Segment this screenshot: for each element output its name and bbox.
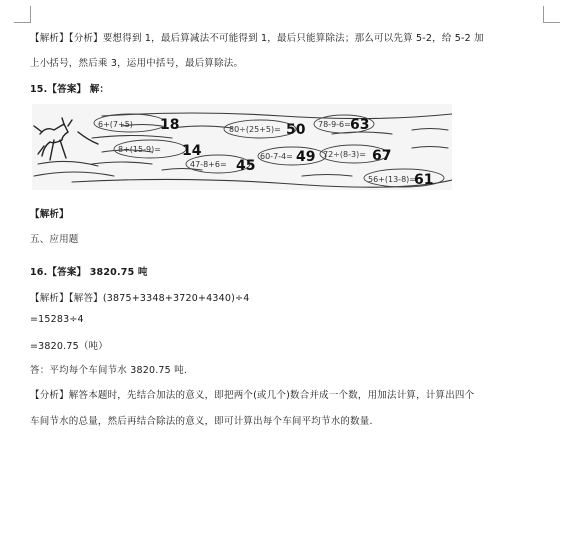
solution-line: =15283÷4 [30, 314, 84, 325]
stone-answer: 61 [414, 172, 434, 188]
stone-answer: 50 [286, 122, 306, 138]
river-stones-illustration [32, 104, 452, 190]
answer-15-figure [32, 104, 452, 190]
stone-expression: 60-7-4= [260, 152, 293, 161]
stone-answer: 14 [182, 143, 202, 159]
stone-expression: 78-9-6= [318, 120, 351, 129]
stone-answer: 63 [350, 117, 370, 133]
stone-expression: 56+(13-8)= [368, 175, 416, 184]
stone-answer: 67 [372, 148, 392, 164]
analysis-heading: 【解析】 [30, 209, 69, 220]
analysis-line: 【分析】解答本题时，先结合加法的意义，即把两个(或几个)数合并成一个数，用加法计算，计算出四个 [30, 390, 475, 401]
solution-line: =3820.75（吨） [30, 341, 108, 352]
page-corner-mark-top-left [14, 6, 31, 23]
stone-expression: 72÷(8-3)= [323, 150, 366, 159]
stone-expression: 47-8+6= [190, 160, 227, 169]
answer-15-heading: 15.【答案】 解： [30, 84, 110, 95]
analysis-line-2: 上小括号，然后乘 3，运用中括号，最后算除法。 [30, 58, 244, 69]
stone-answer: 49 [296, 149, 316, 165]
analysis-line-1: 【解析】【分析】要想得到 1，最后算减法不可能得到 1，最后只能算除法；那么可以先算 5-2，给 5-2 加 [30, 33, 484, 44]
solution-line: 【解析】【解答】(3875+3348+3720+4340)÷4 [30, 293, 250, 304]
section-title: 五、应用题 [30, 234, 79, 245]
stone-answer: 45 [236, 158, 256, 174]
page-corner-mark-top-right [543, 6, 560, 23]
stone-expression: 80÷(25+5)= [229, 125, 281, 134]
stone-answer: 18 [160, 117, 180, 133]
answer-16-heading: 16.【答案】 3820.75 吨 [30, 267, 148, 278]
answer-sentence: 答：平均每个车间节水 3820.75 吨. [30, 365, 188, 376]
analysis-line: 车间节水的总量，然后再结合除法的意义，即可计算出每个车间平均节水的数量. [30, 416, 373, 427]
stone-expression: 8+(15-9)= [118, 145, 161, 154]
stone-expression: 6+(7+5) [98, 120, 133, 129]
